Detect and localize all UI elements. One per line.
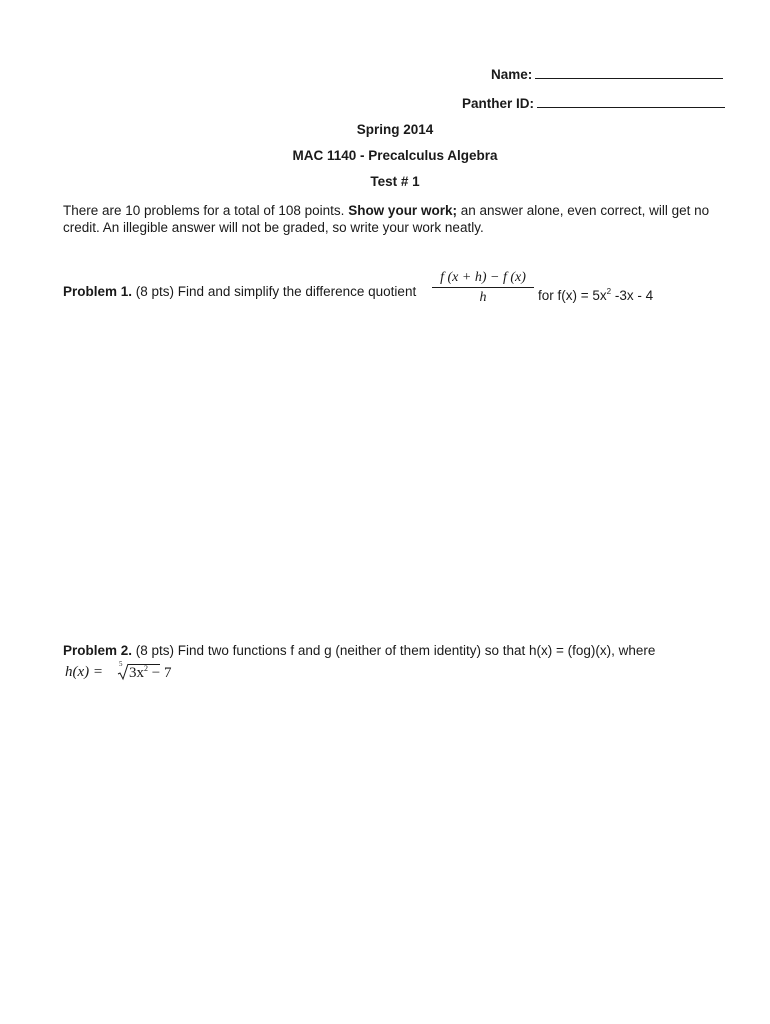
quotient-numerator: f (x + h) − f (x) bbox=[440, 270, 526, 285]
problem-2-statement bbox=[63, 642, 655, 659]
formula-lhs: h(x) = bbox=[65, 664, 104, 680]
course-title: MAC 1140 - Precalculus Algebra bbox=[292, 148, 498, 163]
radicand bbox=[129, 664, 171, 682]
problem-1-label: Problem 1. bbox=[63, 284, 133, 299]
name-blank[interactable] bbox=[535, 66, 723, 79]
instructions-line-1 bbox=[63, 202, 709, 219]
function-exponent: 2 bbox=[606, 287, 612, 296]
difference-quotient bbox=[432, 270, 534, 306]
name-label: Name: bbox=[491, 67, 533, 82]
problem-1-text: (8 pts) Find and simplify the difference quotient bbox=[135, 284, 417, 299]
term: Spring 2014 bbox=[356, 122, 434, 137]
problem-2-text: (8 pts) Find two functions f and g (neither of them identity) so that h(x) = (fog)(x), where bbox=[135, 643, 656, 658]
radicand-exponent: 2 bbox=[144, 664, 148, 673]
instructions-text-2: an answer alone, even correct, will get no bbox=[460, 203, 710, 218]
root-index: 5 bbox=[119, 660, 123, 668]
instructions-line-2: credit. An illegible answer will not be graded, so write your work neatly. bbox=[63, 220, 484, 235]
radical-sign-icon bbox=[117, 663, 129, 681]
test-title: Test # 1 bbox=[370, 174, 420, 189]
radicand-a: 3x bbox=[129, 665, 144, 681]
panther-id-blank[interactable] bbox=[537, 95, 725, 108]
problem-1-function bbox=[538, 283, 653, 304]
instructions-bold: Show your work; bbox=[348, 203, 457, 218]
panther-id-label: Panther ID: bbox=[462, 96, 535, 111]
problem-1-statement bbox=[63, 283, 416, 300]
function-text-a: for f(x) = 5x bbox=[538, 288, 607, 303]
panther-id-field bbox=[462, 95, 725, 111]
instructions-text-1: There are 10 problems for a total of 108 points. bbox=[63, 203, 345, 218]
name-field bbox=[491, 66, 723, 82]
problem-2-label: Problem 2. bbox=[63, 643, 133, 658]
radicand-b: − 7 bbox=[151, 665, 172, 681]
quotient-denominator: h bbox=[479, 290, 487, 305]
function-text-b: -3x - 4 bbox=[614, 288, 654, 303]
problem-2-formula bbox=[65, 664, 103, 681]
